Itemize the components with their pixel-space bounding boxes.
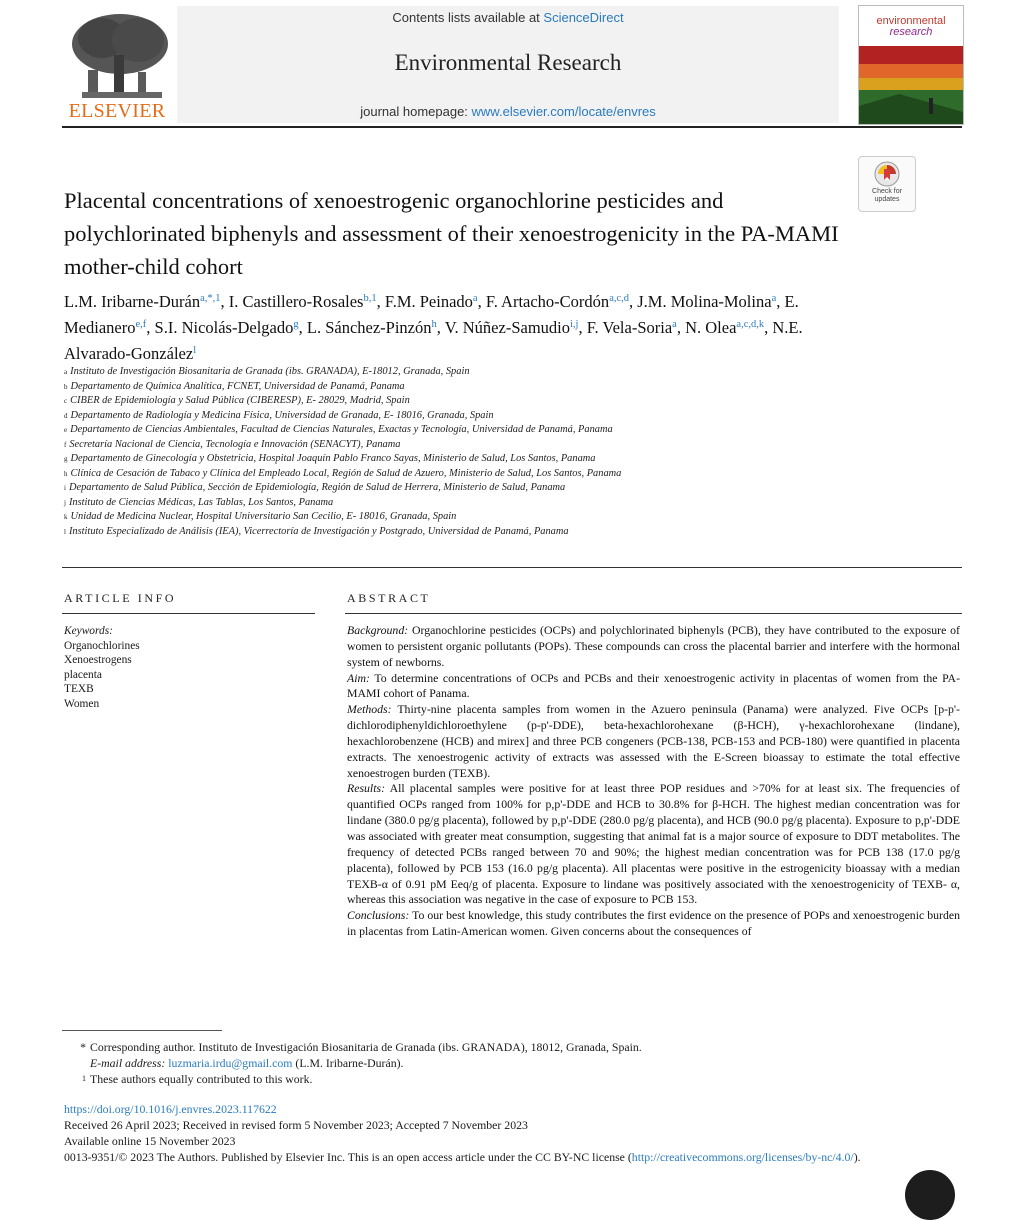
affiliations-rule [62,567,962,568]
publication-info [64,1101,964,1165]
available-online: Available online 15 November 2023 [64,1134,236,1148]
journal-masthead [177,6,839,123]
check-updates-line1: Check for [872,188,902,195]
affiliation [64,481,944,496]
author-affiliation-marks[interactable]: g [293,319,299,330]
email-label: E-mail address: [90,1056,166,1070]
author-list: L.M. Iribarne-Durán$^{a,*,1}$, I. Castillero-Rosales$^{b,1}$, F.M. Peinado$^a$, F. Artacho-Cordón$^{a,c,d}$, J.M. Molina-Molina$^a$, E. Medianero$^{e,f}$, S.I. Nicolás-Delgado$^g$, L. Sánchez-Pinzón$^h$, V. Núñez-Samudio$^{i,j}$, F. Vela-Soria$^a$, N. Olea$^{a,c,d,k}$, N.E. Alvarado-González$^l$ [64,292,803,363]
author-affiliation-marks[interactable]: i,j [569,319,579,330]
author[interactable]: N. Olea [685,318,737,337]
section-text: Thirty-nine placenta samples from women in the Azuero peninsula (Panama) were analyzed. Five OCPs [p-p'-dichlorodiphenyldichloroethylene (p-p'-DDE), beta-hexachlorohexane (β-HCH), γ-hexachlorohexane (lindane), hexachlorobenzene (HCB) and mirex] and three PCB congeners (PCB-138, PCB-153 and PCB-180) were quantified in placenta extracts. The xenoestrogenic activity of extracts was assessed with the E-Screen bioassay to estimate the total effective xenoestrogen burden (TEXB). [347,702,960,780]
journal-title: Environmental Research [394,50,622,75]
abstract-conclusions [347,908,960,940]
journal-homepage-link[interactable]: www.elsevier.com/locate/envres [471,104,656,119]
footnotes [64,1039,954,1087]
affiliation [64,409,944,424]
email-link[interactable]: luzmaria.irdu@gmail.com [168,1056,293,1070]
affiliation [64,380,944,395]
section-label: Background: [347,623,409,637]
affiliation-key: h [64,469,68,478]
affiliation [64,438,944,453]
equal-contribution-text: These authors equally contributed to this work. [90,1072,313,1086]
author-affiliation-marks[interactable]: e,f [135,319,147,330]
keywords-label: Keywords: [64,625,113,637]
author[interactable]: S.I. Nicolás-Delgado [154,318,294,337]
author[interactable]: V. Núñez-Samudio [444,318,570,337]
affiliation-key: l [64,527,66,536]
abstract-results [347,781,960,908]
check-for-updates-label [859,188,915,204]
affiliation [64,496,944,511]
affiliation-text: Instituto de Ciencias Médicas, Las Tablas, Los Santos, Panama [68,496,334,508]
affiliation-key: k [64,513,68,521]
affiliation-text: Departamento de Química Analítica, FCNET, Universidad de Panamá, Panama [70,380,405,392]
affiliation-key: d [64,411,68,420]
author-affiliation-marks[interactable]: a [771,293,777,304]
abstract-methods [347,702,960,781]
affiliation [64,452,944,467]
section-text: To our best knowledge, this study contributes the first evidence on the presence of POPs and xenoestrogenic burden in placentas from Latin-American women. Given concerns about the consequences of [347,908,960,939]
author[interactable]: E. Medianero [64,292,799,337]
author-affiliation-marks[interactable]: a,*,1 [200,293,221,304]
article-info-rule [62,613,315,614]
contents-prefix: Contents lists available at [392,10,544,25]
affiliation-text: Departamento de Salud Pública, Sección de Epidemiología, Región de Salud de Herrera, Ministerio de Salud, Panama [68,482,566,493]
keyword: TEXB [64,683,94,695]
author-affiliation-marks[interactable]: a [472,293,478,304]
author[interactable]: I. Castillero-Rosales [228,292,364,311]
author-affiliation-marks[interactable]: h [431,319,437,330]
abstract-aim [347,671,960,703]
author[interactable]: L.M. Iribarne-Durán [64,292,201,311]
affiliation [64,365,944,380]
affiliation-key: b [64,382,68,391]
header-rule [62,126,962,128]
abstract-body [347,623,960,940]
author[interactable]: F. Artacho-Cordón [485,292,610,311]
footnote-mark: 1 [82,1074,86,1083]
affiliation-key: i [64,484,66,492]
email-note [64,1055,954,1071]
corresponding-text: Corresponding author. Instituto de Investigación Biosanitaria de Granada (ibs. GRANADA), 18012, Granada, Spain. [90,1040,642,1054]
corresponding-author-note [64,1039,954,1055]
section-label: Results: [347,781,386,796]
affiliation-key: a [64,368,68,376]
keyword: Xenoestrogens [64,654,132,666]
section-text: To determine concentrations of OCPs and PCBs and their xenoestrogenic activity in placentas of women from the PA-MAMI cohort of Panama. [347,670,960,701]
affiliation-text: Departamento de Ginecología y Obstetricia, Hospital Joaquín Pablo Franco Sayas, Ministerio de Salud, Los Santos, Panama [70,453,596,464]
abstract-heading: ABSTRACT [347,591,431,605]
cover-title-line2: research [889,26,933,38]
license-prefix: 0013-9351/© 2023 The Authors. Published by Elsevier Inc. This is an open access article under the CC BY-NC license ( [64,1150,632,1164]
keyword: placenta [64,668,102,681]
keyword: Organochlorines [64,639,140,652]
publisher-name: ELSEVIER [68,100,166,122]
cover-title [859,16,963,38]
affiliation [64,394,944,409]
footnote-rule [62,1030,222,1031]
affiliation-key: j [64,498,66,507]
section-text: Organochlorine pesticides (OCPs) and polychlorinated biphenyls (PCB), they have contributed to the exposure of women to persistent organic pollutants (POPs). These compounds can cross the placental barrier and interfere with the hormonal system of newborns. [347,623,960,669]
affiliation [64,423,944,438]
author[interactable]: F. Vela-Soria [586,318,673,337]
section-label: Conclusions: [347,908,410,923]
abstract-rule [345,613,962,614]
journal-cover-icon [858,5,964,125]
author[interactable]: L. Sánchez-Pinzón [306,318,432,337]
footnote-mark: * [80,1040,86,1054]
affiliation-text: Unidad de Medicina Nuclear, Hospital Universitario San Cecilio, E- 18016, Granada, Spain [70,511,457,522]
author-affiliation-marks[interactable]: l [193,345,197,356]
keyword: Women [64,697,100,710]
affiliation-text: Instituto Especializado de Análisis (IEA), Vicerrectoría de Investigación y Postgrado, Universidad de Panamá, Panama [68,525,569,537]
abstract-background [347,623,960,671]
sciencedirect-link[interactable]: ScienceDirect [543,10,624,25]
affiliation-key: e [64,426,68,434]
affiliation-text: CIBER de Epidemiología y Salud Pública (CIBERESP), E- 28029, Madrid, Spain [70,395,410,406]
affiliation-text: Departamento de Ciencias Ambientales, Facultad de Ciencias Naturales, Exactas y Tecnología, Universidad de Panamá, Panama [70,424,613,435]
author-affiliation-marks[interactable]: b,1 [363,293,377,304]
affiliation-list [64,365,944,539]
affiliation-text: Clínica de Cesación de Tabaco y Clínica del Empleado Local, Región de Salud de Azuero, Ministerio de Salud, Los Santos, Panama [70,467,622,479]
affiliation [64,467,944,482]
affiliation-text: Departamento de Radiología y Medicina Física, Universidad de Granada, E- 18016, Granada, Spain [70,409,494,421]
affiliation-text: Instituto de Investigación Biosanitaria de Granada (ibs. GRANADA), E-18012, Granada, Spain [70,366,470,377]
author-affiliation-marks[interactable]: a [672,319,677,330]
article-title: Placental concentrations of xenoestrogenic organochlorine pesticides and polychlorinated biphenyls and assessment of their xenoestrogenicity in the PA-MAMI mother-child cohort [64,188,839,279]
affiliation-key: c [64,397,68,405]
affiliation-key: f [64,440,67,449]
affiliation-text: Secretaría Nacional de Ciencia, Tecnología e Innovación (SENACYT), Panama [69,438,401,450]
author-affiliation-marks[interactable]: a,c,d,k [736,319,765,330]
cover-artwork [859,46,963,124]
keywords-block [64,624,304,711]
author[interactable]: N.E. Alvarado-González [64,318,803,363]
homepage-prefix: journal homepage: [360,104,472,119]
history-dates: Received 26 April 2023; Received in revised form 5 November 2023; Accepted 7 November 2023 [64,1118,528,1132]
license-suffix: ). [853,1150,861,1164]
section-label: Aim: [347,670,370,685]
check-for-updates-icon [874,161,900,187]
homepage-line [177,104,839,119]
author[interactable]: J.M. Molina-Molina [637,292,772,311]
email-owner: (L.M. Iribarne-Durán). [292,1056,404,1070]
check-updates-line2: updates [874,196,900,203]
doi-link[interactable]: https://doi.org/10.1016/j.envres.2023.117622 [64,1102,277,1116]
article-info-heading: ARTICLE INFO [64,591,177,605]
contents-line [177,10,839,25]
cover-title-line1: environmental [876,15,946,27]
affiliation [64,525,944,540]
equal-contribution-note [64,1071,954,1087]
author[interactable]: F.M. Peinado [384,292,473,311]
license-link[interactable]: http://creativecommons.org/licenses/by-nc/4.0/ [631,1150,854,1164]
section-text: All placental samples were positive for at least three POP residues and >70% for at least six. The frequencies of quantified OCPs ranged from 100% for p,p'-DDE and HCB to 30.8% for β-HCH. The highest median concentration was for lindane (380.0 pg/g placenta), followed by p,p'-DDE (280.0 pg/g placenta), and HCB (90.0 pg/g placenta). Exposure to p,p'-DDE was associated with greater meat consumption, suggesting that animal fat is a major source of exposure to DDT metabolites. The frequency of detected PCBs ranged between 70 and 90%; the highest median concentration was for PCB 138 (17.0 pg/g placenta), followed by PCB 153 (16.0 pg/g placenta). All placentas were positive in the estrogenicity bioassay with a median TEXB-α of 0.91 pM Eeq/g of placenta. Exposure to lindane was positively associated with the xenoestrogenicity of TEXB- α, whereas this association was negative in the case of exposure to PCB 153. [347,781,960,907]
section-label: Methods: [347,702,392,717]
corner-logo-icon [905,1170,955,1220]
license-note [64,1149,964,1165]
affiliation-key: g [64,455,68,463]
check-for-updates-button[interactable] [858,156,916,212]
affiliation [64,510,944,525]
author-affiliation-marks[interactable]: a,c,d [609,293,630,304]
